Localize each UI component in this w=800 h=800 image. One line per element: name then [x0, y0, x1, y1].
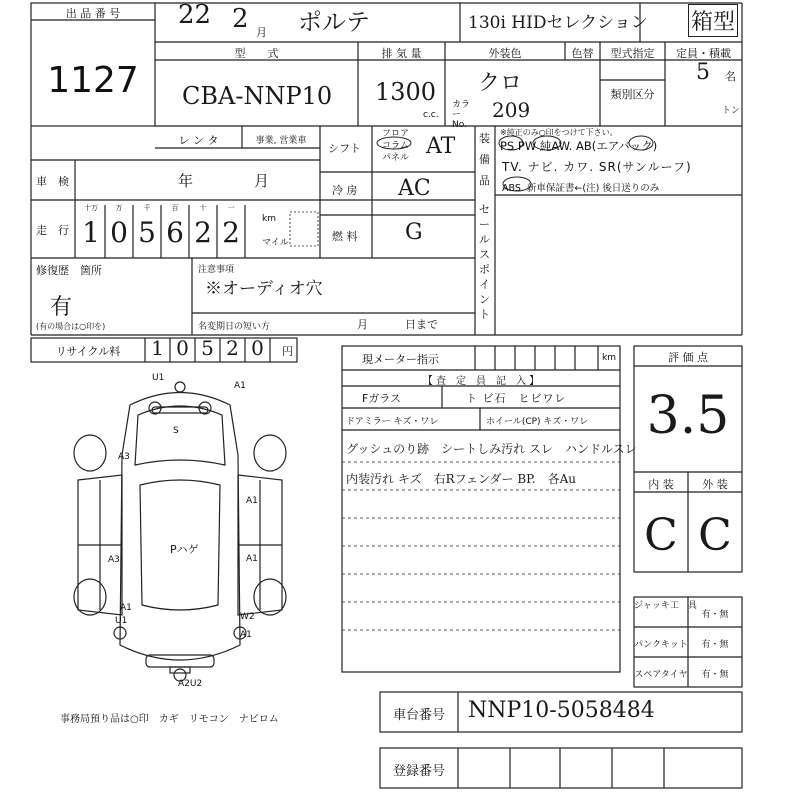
- puncture-option: 有・無: [701, 640, 729, 650]
- capacity-unit: 名: [725, 70, 736, 83]
- exterior-value: クロ: [478, 71, 523, 96]
- caution-label: 注意事項: [198, 265, 235, 275]
- year-value: 22: [178, 0, 212, 30]
- type-label: 型 式: [234, 47, 279, 60]
- inspection-year: 年: [178, 172, 194, 190]
- mileage-digits: [77, 216, 247, 249]
- expiry-label: 名変期日の短い方: [198, 322, 271, 332]
- equipment-line3: ABS. 新車保証書←(注) 後日送りのみ: [502, 183, 660, 194]
- grade-score: 3.5: [646, 386, 730, 446]
- recycle-digit: 0: [251, 336, 264, 360]
- capacity-value: 5: [696, 60, 710, 85]
- expiry-day: 日まで: [405, 318, 438, 331]
- damage-mark: Pハゲ: [170, 543, 199, 556]
- wheel-label: ホイール(CP) キズ・ワレ: [486, 417, 589, 427]
- ac-value: AC: [398, 176, 431, 201]
- recycle-digits: [145, 336, 270, 360]
- digit-header: 千: [143, 204, 151, 212]
- mileage-digit: 2: [194, 216, 212, 249]
- repair-label: 修復歴 箇所: [36, 264, 102, 277]
- exterior-grade: C: [698, 510, 732, 561]
- shift-column: コラム: [382, 141, 409, 151]
- fuel-label: 燃 料: [332, 230, 358, 243]
- digit-header: 十: [199, 204, 207, 212]
- mileage-label: 走 行: [36, 224, 69, 237]
- displacement-unit: c.c.: [423, 110, 439, 120]
- inspection-label: 車 検: [36, 175, 69, 188]
- digit-header: 十万: [84, 204, 98, 212]
- month-value: 2: [232, 4, 249, 34]
- recycle-digit: 0: [176, 336, 189, 360]
- body-type: 箱型: [688, 4, 738, 37]
- exterior-label: 外装色: [488, 47, 522, 60]
- sales-point-label: セールスポイント: [479, 203, 490, 321]
- meter-label: 現メーター指示: [362, 353, 439, 366]
- mileage-digit: 6: [166, 216, 184, 249]
- digit-header: 百: [171, 204, 179, 212]
- equipment-label: 装備品: [479, 132, 490, 187]
- damage-mark: A2U2: [178, 679, 203, 689]
- chassis-label: 車台番号: [392, 708, 445, 723]
- ac-label: 冷 房: [332, 184, 358, 197]
- inspector-notes-1: グッシュのり跡 シートしみ汚れ スレ ハンドルスレ: [346, 442, 637, 456]
- damage-mark: U1: [115, 616, 128, 626]
- damage-mark: W2: [240, 612, 255, 622]
- caution-value: ※オーディオ穴: [205, 279, 323, 299]
- spare-option: 有・無: [701, 670, 729, 680]
- month-unit: 月: [256, 26, 267, 39]
- repair-note: (有の場合は○印を): [36, 322, 106, 331]
- grade-label: 評 価 点: [668, 351, 708, 364]
- recycle-digit: 1: [151, 336, 164, 360]
- mileage-digit: 2: [222, 216, 240, 249]
- spare-label: スペアタイヤ: [634, 670, 688, 680]
- damage-mark: A1: [246, 554, 258, 564]
- model-name: ポルテ: [298, 8, 370, 36]
- damage-mark: A3: [118, 452, 130, 462]
- type-value: CBA-NNP10: [182, 82, 333, 110]
- damage-mark: A1: [234, 381, 246, 391]
- damage-mark: A1: [120, 603, 132, 613]
- damage-mark: A1: [240, 630, 252, 640]
- shift-floor: フロア: [382, 129, 410, 139]
- digit-header: 一: [227, 204, 235, 212]
- mileage-digit: 0: [110, 216, 128, 249]
- rental-label: レ ン タ: [178, 134, 219, 147]
- color-change-label: 色替: [571, 47, 594, 60]
- car-diagram: [60, 375, 300, 695]
- color-no-value: 209: [492, 98, 531, 122]
- recycle-digit: 5: [201, 336, 214, 360]
- grade-name: 130i HIDセレクション: [468, 13, 648, 33]
- equipment-line1: PS PW 純AW. AB(エアバック): [500, 139, 658, 153]
- meter-unit: km: [602, 353, 616, 363]
- exterior-grade-label: 外 装: [702, 478, 728, 491]
- shift-value: AT: [426, 134, 456, 159]
- unit-mile: マイル: [262, 238, 289, 248]
- expiry-month: 月: [357, 318, 368, 331]
- glass-label: Fガラス: [362, 392, 401, 405]
- interior-grade: C: [644, 510, 678, 561]
- shift-panel: パネル: [382, 153, 410, 163]
- lot-label: 出 品 番 号: [65, 7, 121, 20]
- mileage-digit-headers: [77, 203, 247, 213]
- color-no-label: カラー No.: [452, 100, 471, 130]
- displacement-value: 1300: [375, 78, 437, 106]
- equipment-note: ※純正のみ○印をつけて下さい。: [500, 128, 618, 137]
- jack-option: 有・無: [701, 610, 729, 620]
- unit-km: km: [262, 214, 276, 224]
- damage-mark: A1: [246, 496, 258, 506]
- equipment-line2: TV. ナビ. カワ. SR(サンルーフ): [502, 160, 692, 174]
- damage-mark: A3: [108, 555, 120, 565]
- load-unit: トン: [722, 106, 741, 116]
- mileage-digit: 5: [138, 216, 156, 249]
- glass-options: ト ビ石 ヒビワレ: [466, 392, 567, 405]
- model-code-label: 型式指定: [610, 47, 655, 60]
- digit-header: 万: [115, 204, 123, 212]
- shift-label: シフト: [328, 142, 361, 155]
- office-note: 事務局預り品は○印 カギ リモコン ナビロム: [60, 714, 279, 725]
- interior-label: 内 装: [648, 478, 674, 491]
- registration-label: 登録番号: [392, 764, 445, 779]
- capacity-label: 定員・積載: [676, 47, 731, 60]
- damage-mark: U1: [152, 373, 165, 383]
- recycle-label: リサイクル料: [55, 345, 121, 358]
- fuel-value: G: [405, 220, 423, 245]
- mirror-label: ドアミラー キズ・ワレ: [346, 417, 439, 427]
- jack-label: ジャッキ工 具: [634, 601, 697, 611]
- recycle-digit: 2: [226, 336, 239, 360]
- lot-number: 1127: [47, 60, 139, 101]
- repair-value: 有: [50, 295, 73, 320]
- category-label: 類別区分: [610, 88, 655, 101]
- damage-mark: S: [173, 426, 179, 436]
- puncture-label: パンクキット: [634, 640, 688, 650]
- recycle-unit: 円: [282, 345, 293, 358]
- business-label: 事業, 営業車: [255, 136, 307, 146]
- inspector-notes-2: 内装汚れ キズ 右Rフェンダー BP. 各Au: [346, 472, 577, 486]
- mileage-digit: 1: [82, 216, 100, 249]
- inspection-month: 月: [254, 172, 270, 190]
- chassis-value: NNP10-5058484: [468, 698, 655, 723]
- displacement-label: 排 気 量: [381, 47, 422, 60]
- inspector-header: 【 査 定 員 記 入 】: [422, 376, 540, 387]
